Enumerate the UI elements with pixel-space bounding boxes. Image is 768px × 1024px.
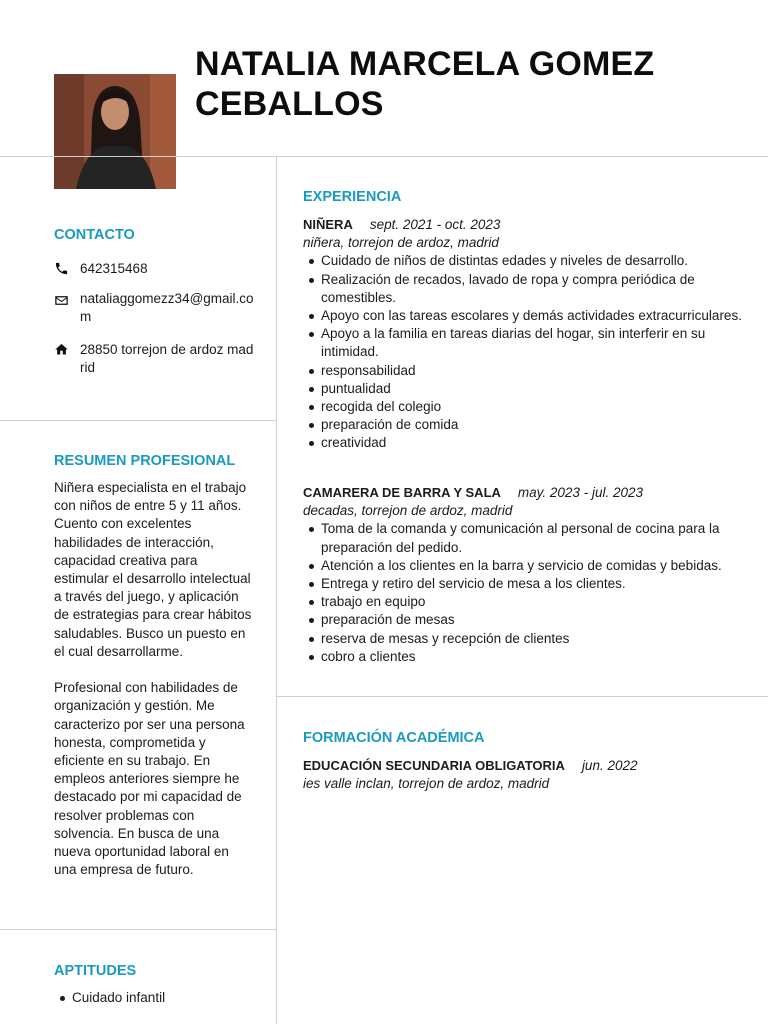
list-item: Realización de recados, lavado de ropa y compra periódica de comestibles. [303,271,743,307]
list-item: Toma de la comanda y comunicación al personal de cocina para la preparación del pedido. [303,520,743,556]
job-dates: may. 2023 - jul. 2023 [517,485,643,500]
job-place: niñera, torrejon de ardoz, madrid [303,235,499,251]
summary-paragraph: Niñera especialista en el trabajo con niños de entre 5 y 11 años. Cuento con excelentes habilidades de interacción, capacidad creativa para estimular el desarrollo intelectual a través del juego, y aplicación de estrategias para crear hábitos saludables. Busco un puesto en el cual desarrollarme. [54,480,252,659]
job-entry [303,484,743,666]
profile-photo [54,74,176,189]
job-header [303,216,743,234]
list-item: Cuidado infantil [54,989,264,1007]
list-item: Entrega y retiro del servicio de mesa a los clientes. [303,575,743,593]
list-item: Apoyo con las tareas escolares y demás actividades extracurriculares. [303,307,743,325]
education-place: ies valle inclan, torrejon de ardoz, madrid [303,776,550,792]
job-title: NIÑERA [303,217,353,232]
job-bullets [303,252,743,452]
education-title: FORMACIÓN ACADÉMICA [303,730,485,746]
list-item: puntualidad [303,380,743,398]
experience-divider [277,696,768,697]
contact-address-row [54,341,256,377]
candidate-name: NATALIA MARCELA GOMEZ CEBALLOS [195,45,655,123]
list-item: creatividad [303,434,743,452]
list-item: Atención a los clientes en la barra y servicio de comidas y bebidas. [303,557,743,575]
summary-paragraph: Profesional con habilidades de organización y gestión. Me caracterizo por ser una persona honesta, comprometida y eficiente en su trabajo. En empleos anteriores siempre he destacado por mi capacidad de resolver problemas con solvencia. En busca de una nueva oportunidad laboral en una empresa de futuro. [54,680,245,878]
education-entry [303,757,743,793]
list-item: reserva de mesas y recepción de clientes [303,630,743,648]
job-place: decadas, torrejon de ardoz, madrid [303,503,513,519]
education-degree: EDUCACIÓN SECUNDARIA OBLIGATORIA [303,758,565,773]
list-item: Apoyo a la familia en tareas diarias del hogar, sin interferir en su intimidad. [303,325,743,361]
list-item: cobro a clientes [303,648,743,666]
summary-title: RESUMEN PROFESIONAL [54,453,236,469]
list-item: responsabilidad [303,362,743,380]
contact-divider [0,420,276,421]
list-item: recogida del colegio [303,398,743,416]
column-divider [276,156,277,1024]
skills-list [54,989,264,1007]
home-icon [54,341,80,377]
envelope-icon [54,290,80,326]
job-bullets [303,520,743,666]
skills-title: APTITUDES [54,963,137,979]
summary-body [54,479,252,898]
contact-address: 28850 torrejon de ardoz madrid [80,342,254,376]
contact-email-row [54,290,256,326]
education-header [303,757,743,775]
contact-title: CONTACTO [54,227,135,243]
list-item: trabajo en equipo [303,593,743,611]
contact-phone-row [54,260,256,281]
education-dates: jun. 2022 [581,758,638,773]
job-dates: sept. 2021 - oct. 2023 [369,217,501,232]
contact-phone[interactable]: 642315468 [80,261,148,276]
header-divider [0,156,768,157]
experience-title: EXPERIENCIA [303,189,402,205]
job-title: CAMARERA DE BARRA Y SALA [303,485,501,500]
summary-divider [0,929,276,930]
list-item: Cuidado de niños de distintas edades y niveles de desarrollo. [303,252,743,270]
contact-email[interactable]: nataliaggomezz34@gmail.com [80,291,254,325]
job-header [303,484,743,502]
list-item: preparación de mesas [303,611,743,629]
list-item: preparación de comida [303,416,743,434]
job-entry [303,216,743,453]
phone-icon [54,260,80,281]
